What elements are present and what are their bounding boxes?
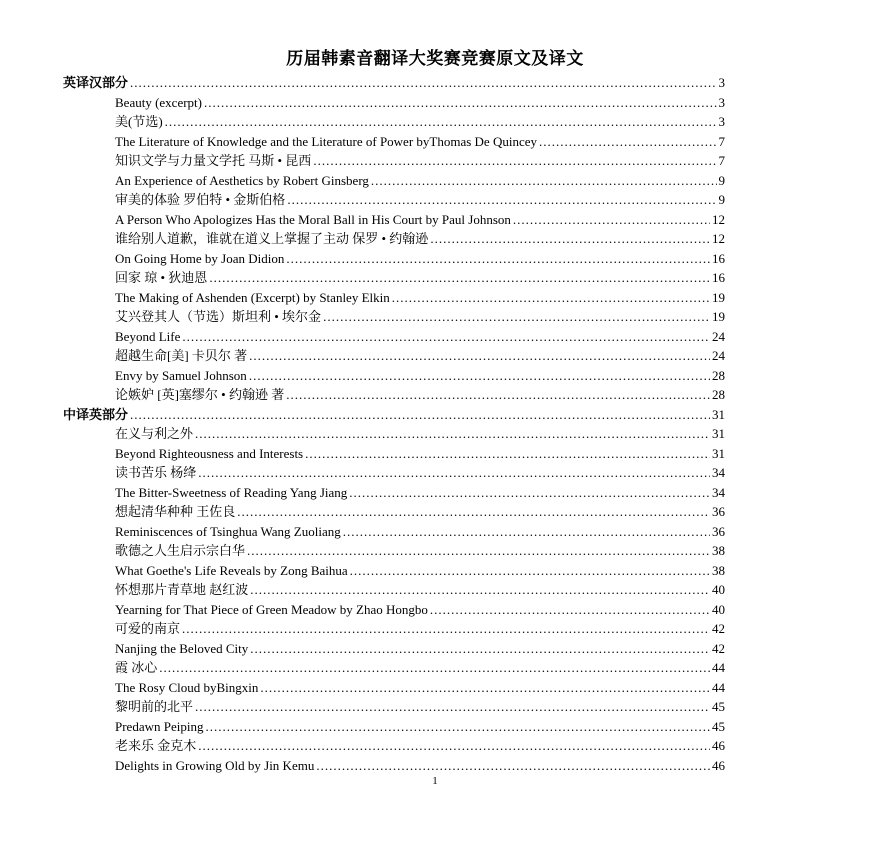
dot-leader [165, 112, 717, 132]
toc-entry-title: 知识文学与力量文学托 马斯 • 昆西 [115, 153, 312, 168]
toc-entry-page: 34 [712, 484, 725, 500]
toc-entry[interactable] [63, 327, 725, 347]
dot-leader [204, 93, 717, 113]
toc-entry[interactable] [63, 756, 725, 776]
toc-entry-title: 超越生命[美] 卡贝尔 著 [115, 348, 248, 363]
toc-entry[interactable] [63, 346, 725, 366]
toc-entry-title: Predawn Peiping [115, 718, 204, 734]
toc-entry-page: 7 [718, 153, 725, 168]
toc-entry-title: 读书苦乐 杨绛 [115, 465, 197, 480]
toc-entry-page: 31 [712, 406, 725, 422]
toc-entry-title: A Person Who Apologizes Has the Moral Ball in His Court by Paul Johnson [115, 211, 511, 227]
table-of-contents [63, 73, 725, 775]
dot-leader [205, 717, 710, 737]
dot-leader [249, 366, 710, 386]
toc-entry[interactable] [63, 444, 725, 464]
toc-entry-page: 3 [718, 75, 725, 90]
dot-leader [237, 502, 710, 522]
toc-entry-page: 34 [712, 465, 725, 480]
toc-entry[interactable] [63, 502, 725, 522]
toc-entry[interactable] [63, 580, 725, 600]
dot-leader [209, 268, 710, 288]
dot-leader [195, 424, 710, 444]
dot-leader [198, 463, 710, 483]
toc-entry[interactable] [63, 190, 725, 210]
toc-entry-title: 歌德之人生启示宗白华 [115, 543, 246, 558]
dot-leader [513, 210, 710, 230]
toc-entry-title: The Rosy Cloud byBingxin [115, 679, 259, 695]
toc-entry[interactable] [63, 210, 725, 230]
toc-entry[interactable] [63, 385, 725, 405]
toc-entry[interactable] [63, 307, 725, 327]
toc-entry[interactable] [63, 93, 725, 113]
toc-entry-page: 36 [712, 523, 725, 539]
toc-entry-page: 16 [712, 270, 725, 285]
dot-leader [392, 288, 710, 308]
toc-entry-title: 怀想那片青草地 赵红波 [115, 582, 249, 597]
toc-entry[interactable] [63, 171, 725, 191]
toc-entry-page: 12 [712, 231, 725, 246]
dot-leader [430, 600, 710, 620]
toc-entry[interactable] [63, 522, 725, 542]
toc-entry-page: 3 [718, 114, 725, 129]
toc-entry-page: 42 [712, 621, 725, 636]
toc-entry-title: The Making of Ashenden (Excerpt) by Stanley Elkin [115, 289, 390, 305]
toc-entry-page: 40 [712, 582, 725, 597]
toc-section-heading[interactable] [63, 73, 725, 93]
toc-entry[interactable] [63, 112, 725, 132]
toc-entry-page: 46 [712, 738, 725, 753]
toc-entry-page: 3 [718, 94, 725, 110]
toc-entry-title: On Going Home by Joan Didion [115, 250, 285, 266]
dot-leader [305, 444, 710, 464]
dot-leader [249, 346, 710, 366]
toc-entry-title: Nanjing the Beloved City [115, 640, 249, 656]
toc-entry-page: 28 [712, 387, 725, 402]
toc-entry[interactable] [63, 288, 725, 308]
dot-leader [539, 132, 717, 152]
dot-leader [316, 756, 710, 776]
dot-leader [182, 619, 710, 639]
toc-entry-title: 老来乐 金克木 [115, 738, 197, 753]
toc-entry-title: 可爱的南京 [115, 621, 181, 636]
toc-entry[interactable] [63, 678, 725, 698]
toc-entry-page: 38 [712, 562, 725, 578]
toc-entry-title: 黎明前的北平 [115, 699, 194, 714]
toc-entry[interactable] [63, 249, 725, 269]
page-number: 1 [432, 775, 438, 787]
toc-entry-title: Beauty (excerpt) [115, 94, 202, 110]
toc-entry[interactable] [63, 229, 725, 249]
toc-entry-title: 谁给别人道歉，谁就在道义上掌握了主动 保罗 • 约翰逊 [115, 231, 429, 246]
dot-leader [287, 190, 716, 210]
toc-entry-title: Delights in Growing Old by Jin Kemu [115, 757, 315, 773]
toc-entry-page: 45 [712, 699, 725, 714]
toc-entry-page: 31 [712, 445, 725, 461]
document-title: 历届韩素音翻译大奖赛竞赛原文及译文 [286, 49, 584, 68]
toc-entry[interactable] [63, 697, 725, 717]
toc-entry-page: 31 [712, 426, 725, 441]
dot-leader [130, 405, 710, 425]
toc-section-heading[interactable] [63, 405, 725, 425]
dot-leader [250, 639, 710, 659]
dot-leader [350, 561, 710, 581]
toc-entry-title: The Bitter-Sweetness of Reading Yang Jiang [115, 484, 348, 500]
toc-entry[interactable] [63, 366, 725, 386]
toc-entry[interactable] [63, 658, 725, 678]
dot-leader [313, 151, 716, 171]
toc-entry-title: 艾兴登其人（节选）斯坦利 • 埃尔金 [115, 309, 322, 324]
toc-entry-page: 44 [712, 679, 725, 695]
toc-entry[interactable] [63, 268, 725, 288]
toc-entry[interactable] [63, 151, 725, 171]
toc-entry-title: 审美的体验 罗伯特 • 金斯伯格 [115, 192, 286, 207]
dot-leader [323, 307, 710, 327]
dot-leader [198, 736, 710, 756]
dot-leader [247, 541, 710, 561]
dot-leader [250, 580, 710, 600]
toc-entry-page: 19 [712, 289, 725, 305]
dot-leader [159, 658, 710, 678]
toc-entry[interactable] [63, 717, 725, 737]
toc-entry-title: 论嫉妒 [英]塞缪尔 • 约翰逊 著 [115, 387, 285, 402]
toc-entry-page: 9 [718, 172, 725, 188]
toc-entry-title: 在义与利之外 [115, 426, 194, 441]
toc-entry[interactable] [63, 424, 725, 444]
toc-entry-page: 7 [718, 133, 725, 149]
toc-entry-page: 28 [712, 367, 725, 383]
dot-leader [130, 73, 716, 93]
toc-entry-title: Envy by Samuel Johnson [115, 367, 247, 383]
toc-entry-page: 16 [712, 250, 725, 266]
dot-leader [349, 483, 710, 503]
toc-entry-page: 36 [712, 504, 725, 519]
toc-entry-page: 45 [712, 718, 725, 734]
toc-entry[interactable] [63, 463, 725, 483]
dot-leader [286, 385, 710, 405]
toc-entry-title: What Goethe's Life Reveals by Zong Baihua [115, 562, 348, 578]
toc-entry-title: 霞 冰心 [115, 660, 158, 675]
toc-entry[interactable] [63, 483, 725, 503]
toc-entry-page: 19 [712, 309, 725, 324]
toc-entry[interactable] [63, 132, 725, 152]
toc-entry-page: 12 [712, 211, 725, 227]
toc-entry[interactable] [63, 541, 725, 561]
toc-entry-page: 9 [718, 192, 725, 207]
dot-leader [430, 229, 710, 249]
toc-entry[interactable] [63, 639, 725, 659]
toc-entry[interactable] [63, 619, 725, 639]
toc-entry-title: The Literature of Knowledge and the Literature of Power byThomas De Quincey [115, 133, 537, 149]
toc-entry-title: 想起清华种种 王佐良 [115, 504, 236, 519]
toc-entry-title: Beyond Life [115, 328, 181, 344]
dot-leader [371, 171, 717, 191]
dot-leader [343, 522, 710, 542]
toc-entry[interactable] [63, 600, 725, 620]
toc-entry-title: 中译英部分 [63, 406, 129, 422]
toc-entry[interactable] [63, 736, 725, 756]
toc-entry-page: 24 [712, 348, 725, 363]
toc-entry-title: Reminiscences of Tsinghua Wang Zuoliang [115, 523, 341, 539]
toc-entry-title: 英译汉部分 [63, 75, 129, 90]
toc-entry-title: An Experience of Aesthetics by Robert Ginsberg [115, 172, 369, 188]
toc-entry-page: 46 [712, 757, 725, 773]
dot-leader [286, 249, 710, 269]
toc-entry-title: 美(节选) [115, 114, 163, 129]
dot-leader [260, 678, 710, 698]
toc-entry-page: 24 [712, 328, 725, 344]
dot-leader [182, 327, 710, 347]
dot-leader [195, 697, 710, 717]
toc-entry-title: Yearning for That Piece of Green Meadow by Zhao Hongbo [115, 601, 428, 617]
toc-entry-page: 40 [712, 601, 725, 617]
toc-entry-title: 回家 琼 • 狄迪恩 [115, 270, 208, 285]
toc-entry-page: 38 [712, 543, 725, 558]
toc-entry-title: Beyond Righteousness and Interests [115, 445, 304, 461]
toc-entry-page: 44 [712, 660, 725, 675]
toc-entry-page: 42 [712, 640, 725, 656]
toc-entry[interactable] [63, 561, 725, 581]
